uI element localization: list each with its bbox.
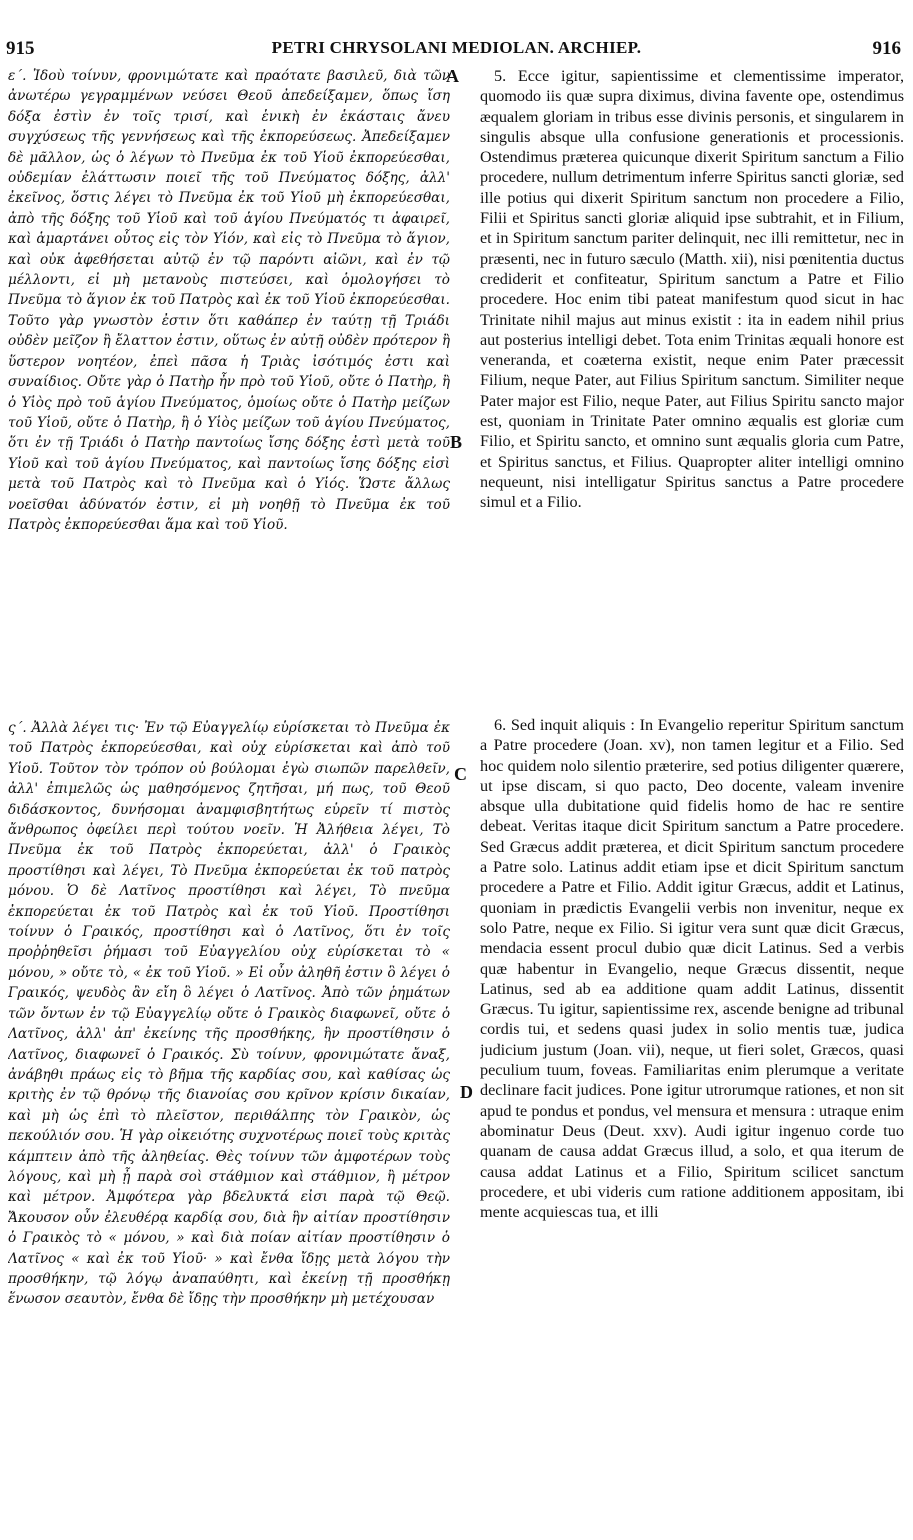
page-number-right: 916 xyxy=(872,38,901,59)
latin-section-5 xyxy=(480,66,904,708)
greek-section-5 xyxy=(8,66,450,641)
latin-section-6 xyxy=(480,715,904,1530)
running-title: PETRI CHRYSOLANI MEDIOLAN. ARCHIEP. xyxy=(271,38,642,57)
page-number-left: 915 xyxy=(6,38,35,59)
greek-section-6 xyxy=(8,718,450,1530)
margin-letter-a: A xyxy=(446,66,459,86)
latin-paragraph-6: 6. Sed inquit aliquis : In Evangelio reperitur Spiritum sanctum a Patre procedere (Joan. xv), non tamen legitur et a Filio. Sed hoc quidem nolo silentio præterire, sed potius diligenter quærere, ut ipse discam, si quo pacto, Deo docente, valeam invenire absque ulla dubitatione quid fidelis homo de hac re sentire debeat. Veritas itaque dicit Spiritum sanctum a Patre procedere. Sed Græcus addit præterea, et dicit Spiritum sanctum procedere a Patre solo. Latinus addit etiam ipse et dicit Spiritum sanctum procedere a Patre et Filio. Addit igitur Græcus, addit et Latinus, quoniam in prædictis Evangelii verbis non invenitur, neque ex solo Patre, neque ex Filio. Si igitur vera sunt quæ dicit Græcus, mendacia essent procul dubio quæ dicit Latinus. Sed a verbis quæ habentur in Evangelio, neque Græcus dissentit, neque Latinus, sed ab ea additione quam addit Latinus, dissentit Græcus. Tu igitur, sapientissime rex, ascende benigne ad tribunal cordis tui, et sedens quasi judex in solio mentis tuæ, judica judicium justum (Joan. vii), neque, ut fieri solet, Græcos, quasi peculium tuum, foveas. Familiaritas enim plerumque a veritate declinare facit judices. Pone igitur utrorumque rationes, et non sit apud te pondus et pondus, vel mensura et mensura : utraque enim abominatur Deus (Deut. xxv). Audi igitur ingenuo corde tuo quanam de causa addat Græcus illud, a solo, et qua iterum de causa addat Latinus et a Filio, Spiritum scilicet sanctum procedere, et ubi videris cum ratione additionem appositam, ibi mente acquiescas tua, et illi xyxy=(480,716,904,1222)
latin-paragraph-5: 5. Ecce igitur, sapientissime et clementissime imperator, quomodo iis quæ supra diximus, divina favente ope, ostendimus æqualem gloriam in tribus esse divinis personis, et singularem in singulis absque ulla confusione generationis et processionis. Ostendimus præterea quicunque dixerit Spiritum sanctum a Filio procedere, nullum detrimentum inferre Spiritus sancti gloriæ, sed ille potius qui dixerit Spiritum sanctum non procedere a Filio, Filii et Spiritus sancti gloriæ aliquid ipse subtrahit, et in Filium, et in Spiritum sanctum pariter delinquit, nec illi remittetur, nec in præsenti, nec in futuro sæculo (Matth. xii), nisi pœnitentia ductus crediderit et confiteatur, Spiritum sanctum a Patre et Filio procedere. Hoc enim tibi pateat manifestum quod sicut in hac Trinitate nihil majus aut minus existit : ita in eadem nihil prius aut posterius intelligi debet. Tota enim Trinitas æquali honore est veneranda, et coæterna existit, neque enim Pater præcessit Filium, neque Pater, aut Filius Spiritum sanctum. Similiter neque Pater major est Filio, neque Pater, aut Filius Spiritu sancto major est, quoniam in Trinitate Pater omnino æqualis est gloriæ cum Filio, et Spiritu sancto, et omnino sunt æqualis gloria cum Patre, et Spiritus sanctus, et Filius. Quapropter aliter intelligi omnino nequeunt, nisi intelligatur Spiritus sanctus a Patre procedere simul et a Filio. xyxy=(480,67,904,512)
margin-letter-c: C xyxy=(454,764,467,784)
greek-paragraph-6: ς΄. Ἀλλὰ λέγει τις· Ἐν τῷ Εὐαγγελίῳ εὑρίσκεται τὸ Πνεῦμα ἐκ τοῦ Πατρὸς ἐκπορεύεσθαι, καὶ οὐχ εὑρίσκεται καὶ ἀπὸ τοῦ Υἱοῦ. Τοῦτον τὸν τρόπον οὐ βούλομαι ἐγὼ σιωπῶν παρελθεῖν, ἀλλ' ἐπιμελῶς ὡς μαθησόμενος ζητῆσαι, μή πως, τοῦ Θεοῦ διδάσκοντος, δυνήσομαι ἀναμφισβητήτως εὑρεῖν τί πιστὸς ἄνθρωπος ὀφείλει περὶ τούτου νοεῖν. Ἡ Ἀλήθεια λέγει, Τὸ Πνεῦμα ἐκ τοῦ Πατρὸς ἐκπορεύεται, ἀλλ' ὁ Γραικὸς προστίθησι καὶ λέγει, Τὸ Πνεῦμα ἐκπορεύεται ἐκ τοῦ πατρὸς μόνου. Ὁ δὲ Λατῖνος προστίθησι καὶ λέγει, Τὸ πνεῦμα ἐκπορεύεται ἐκ τοῦ Πατρὸς καὶ ἐκ τοῦ Υἱοῦ. Προστίθησι τοίνυν ὁ Γραικός, προστίθησι καὶ ὁ Λατῖνος, ὅτι ἐν τοῖς προῤῥηθεῖσι ῥήμασι τοῦ Εὐαγγελίου οὐχ εὑρίσκεται τὸ « μόνου, » οὔτε τὸ, « ἐκ τοῦ Υἱοῦ. » Εἰ οὖν ἀληθῆ ἐστιν ὃ λέγει ὁ Γραικός, ψευδὸς ἂν εἴη ὃ λέγει ὁ Λατῖνος. Ἀπὸ τῶν ῥημάτων τῶν ὄντων ἐν τῷ Εὐαγγελίῳ οὔτε ὁ Γραικὸς διαφωνεῖ, οὔτε ὁ Λατῖνος, ἀλλ' ἀπ' ἐκείνης τῆς προσθήκης, ἣν προστίθησιν ὁ Λατῖνος, διαφωνεῖ ὁ Γραικός. Σὺ τοίνυν, φρονιμώτατε ἄναξ, ἀνάβηθι πράως εἰς τὸ βῆμα τῆς καρδίας σου, καὶ καθίσας ὡς κριτὴς ἐν τῷ θρόνῳ τῆς διανοίας σου κρῖνον κρίσιν δικαίαν, καὶ μὴ ὡς ἐπὶ τὸ πλεῖστον, περιθάλπης τὸν Γραικὸν, ὡς πεκούλιόν σου. Ἡ γὰρ οἰκειότης συχνοτέρως ποιεῖ τοὺς κριτὰς κάμπτειν ἀπὸ τῆς ἀληθείας. Θὲς τοίνυν τῶν ἀμφοτέρων τοὺς λόγους, καὶ μὴ ᾖ παρὰ σοὶ στάθμιον καὶ στάθμιον, ἢ μέτρον καὶ μέτρον. Ἀμφότερα γὰρ βδελυκτά εἰσι παρὰ τῷ Θεῷ. Ἄκουσον οὖν ἐλευθέρᾳ καρδίᾳ σου, διὰ ἣν αἰτίαν προστίθησιν ὁ Γραικὸς τὸ « μόνου, » καὶ διὰ ποίαν αἰτίαν προστίθησιν ὁ Λατῖνος « καὶ ἐκ τοῦ Υἱοῦ· » καὶ ἔνθα ἴδῃς μετὰ λόγου τὴν προσθήκην, τῷ λόγῳ ἀναπαύθητι, καὶ ἐκείνῃ τῇ προσθήκῃ ἕνωσον σεαυτὸν, ἔνθα δὲ ἴδῃς τὴν προσθήκην μὴ μετέχουσαν xyxy=(8,720,450,1308)
margin-letter-b: B xyxy=(450,432,463,452)
page-header xyxy=(0,0,913,59)
margin-letter-d: D xyxy=(460,1082,473,1102)
greek-paragraph-5: ε΄. Ἰδοὺ τοίνυν, φρονιμώτατε καὶ πραότατε βασιλεῦ, διὰ τῶν ἀνωτέρω γεγραμμένων νεύσει Θεοῦ ἀπεδείξαμεν, ὅπως ἴση δόξα ἐστὶν ἐν τοῖς τρισί, καὶ ἑνικὴ ἐν ἑκάσταις ἄνευ συγχύσεως τῆς γεννήσεως καὶ τῆς ἐκπορεύσεως. Ἀπεδείξαμεν δὲ μᾶλλον, ὡς ὁ λέγων τὸ Πνεῦμα ἐκ τοῦ Υἱοῦ ἐκπορεύεσθαι, οὐδεμίαν ἐλάττωσιν ποιεῖ τῆς τοῦ Πνεύματος δόξης, ἀλλ' ἐκεῖνος, ὅστις λέγει τὸ Πνεῦμα ἐκ τοῦ Υἱοῦ μὴ ἐκπορεύεσθαι, ἀπὸ τῆς δόξης τοῦ Υἱοῦ καὶ τοῦ ἁγίου Πνεύματός τι ἀφαιρεῖ, καὶ ἁμαρτάνει οὗτος εἰς τὸν Υἱόν, καὶ εἰς τὸ Πνεῦμα τὸ ἅγιον, καὶ οὐκ ἀφεθήσεται αὐτῷ ἐν τῷ παρόντι αἰῶνι, καὶ ἐν τῷ μέλλοντι, εἰ μὴ μετανοὺς πιστεύσει, καὶ ὁμολογήσει τὸ Πνεῦμα τὸ ἅγιον ἐκ τοῦ Πατρὸς καὶ ἐκ τοῦ Υἱοῦ ἐκπορεύεσθαι. Τοῦτο γὰρ γνωστὸν ἐστιν ὅτι καθάπερ ἐν ταύτῃ τῇ Τριάδι οὐδὲν μεῖζον ἢ ἔλαττον ἐστιν, οὕτως ἐν αὐτῇ οὐδὲν πρότερον ἢ ὕστερον νοητέον, ἐπεὶ πᾶσα ἡ Τριὰς ἰσότιμός ἐστι καὶ συναίδιος. Οὔτε γὰρ ὁ Πατὴρ ἦν πρὸ τοῦ Υἱοῦ, οὔτε ὁ Πατὴρ, ἢ ὁ Υἱὸς πρὸ τοῦ ἁγίου Πνεύματος, ὁμοίως οὔτε ὁ Πατὴρ μείζων τοῦ Υἱοῦ, οὔτε ὁ Πατὴρ, ἢ ὁ Υἱὸς μείζων τοῦ ἁγίου Πνεύματος, ὅτι ἐν τῇ Τριάδι ὁ Πατὴρ παντοίως ἴσης δόξης ἐστὶ μετὰ τοῦ Υἱοῦ καὶ τοῦ ἁγίου Πνεύματος, καὶ παντοίως ἴσης δόξης εἰσὶ μετὰ τοῦ Πατρὸς καὶ τὸ Πνεῦμα καὶ ὁ Υἱός. Ὥστε ἄλλως νοεῖσθαι ἀδύνατόν ἐστιν, εἰ μὴ νοηθῇ τὸ Πνεῦμα ἐκ τοῦ Πατρὸς ἐκπορεύεσθαι ἅμα καὶ τοῦ Υἱοῦ. xyxy=(8,68,450,533)
